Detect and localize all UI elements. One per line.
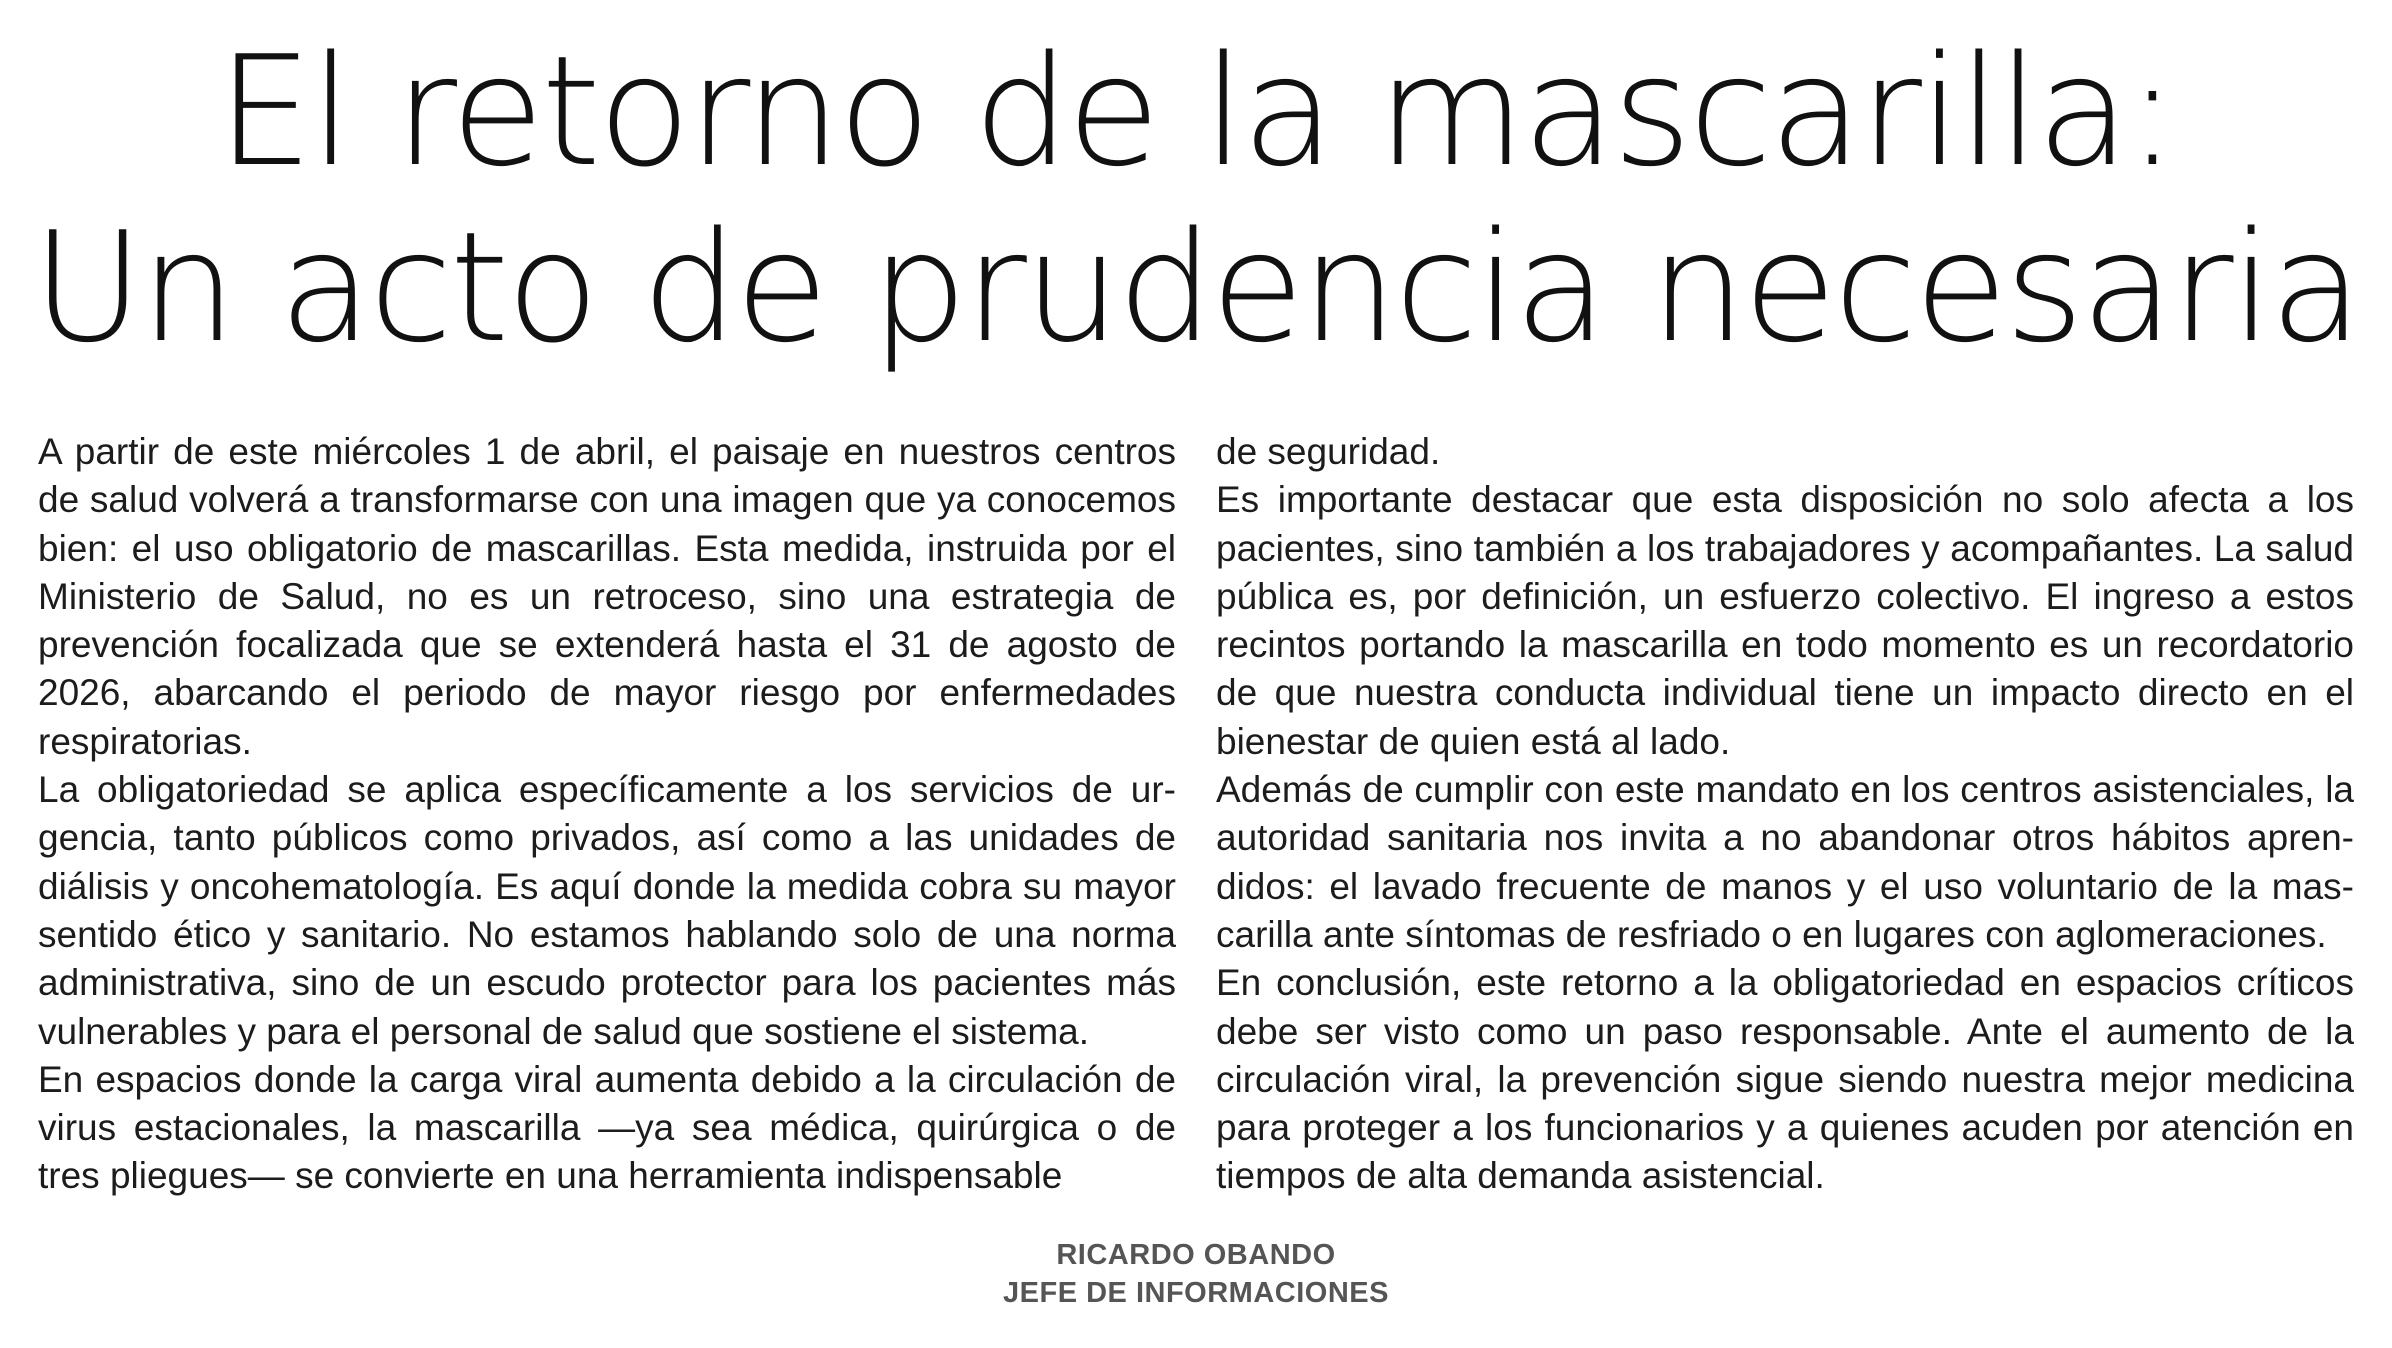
- article-body: [38, 428, 2354, 1201]
- paragraph: En espacios donde la carga viral aumenta debido a la circulación de virus estacionales, la mascarilla —ya sea médica, quirúrgica o de tres pliegues— se convierte en una herramienta indispensable: [38, 1058, 1176, 1197]
- left-column: [38, 428, 1176, 1201]
- paragraph: Es importante destacar que esta disposición no solo afecta a los pacientes, sino también a los trabajadores y acompañantes. La salud pública es, por definición, un esfuerzo colectivo. El ingreso a estos recintos portando la mascarilla en todo momento es un recordatorio de que nuestra conducta individual tiene un impacto directo en el bienestar de quien está al lado.: [1216, 479, 2354, 762]
- byline-author: RICARDO OBANDO: [1056, 1239, 1336, 1271]
- right-column: [1216, 428, 2354, 1201]
- byline-role: JEFE DE INFORMACIONES: [1003, 1277, 1389, 1309]
- paragraph: A partir de este miércoles 1 de abril, el paisaje en nuestros centros de salud volverá a transformarse con una imagen que ya conocemos bien: el uso obligatorio de mascarillas. Esta medida, instruida por el Ministerio de Salud, no es un retroceso, sino una estrategia de prevención focalizada que se extenderá hasta el 31 de agosto de 2026, abarcando el periodo de mayor riesgo por enfermedades respiratorias.: [38, 431, 1176, 762]
- paragraph: de seguridad.: [1216, 431, 1441, 472]
- headline: [0, 24, 2392, 376]
- headline-line-1: El retorno de la mascarilla:: [217, 23, 2175, 200]
- paragraph: Además de cumplir con este mandato en los centros asistenciales, la autoridad sanitaria nos invita a no abandonar otros hábitos aprendidos: el lavado frecuente de manos y el uso voluntario de la mascarilla ante síntomas de resfriado o en lugares con aglomeraciones.: [1216, 769, 2354, 955]
- paragraph: La obligatoriedad se aplica específicamente a los servicios de urgencia, tanto públicos como privados, así como a las unidades de diálisis y oncohematología. Es aquí donde la medida cobra su mayor sentido ético y sanitario. No estamos hablando solo de una norma administrativa, sino de un escudo protector para los pacientes más vulnerables y para el personal de salud que sostiene el sistema.: [38, 769, 1176, 1052]
- byline: [0, 1236, 2392, 1312]
- headline-line-2: Un acto de prudencia necesaria: [32, 199, 2360, 376]
- paragraph: En conclusión, este retorno a la obligatoriedad en espacios críticos debe ser visto como un paso responsable. Ante el aumento de la circulación viral, la prevención sigue siendo nuestra mejor medicina para proteger a los funcionarios y a quienes acuden por atención en tiempos de alta demanda asistencial.: [1216, 962, 2354, 1197]
